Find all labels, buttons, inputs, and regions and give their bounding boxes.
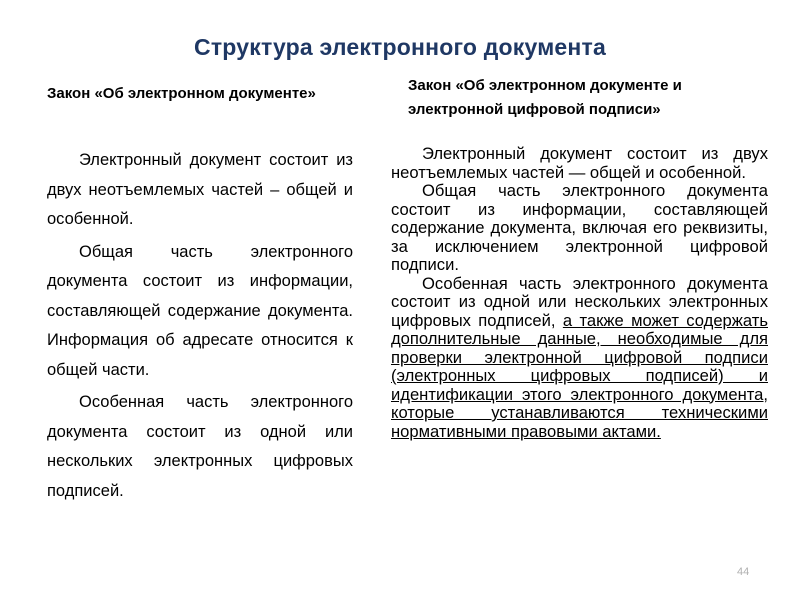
- left-column-heading: Закон «Об электронном документе»: [47, 85, 316, 102]
- right-column-heading: Закон «Об электронном документе и электронной цифровой подписи»: [408, 77, 682, 118]
- slide-title: Структура электронного документа: [194, 34, 606, 60]
- right-paragraph: Электронный документ состоит из двух неотъемлемых частей — общей и особенной.: [391, 144, 768, 182]
- right-column-text: [391, 145, 768, 441]
- left-paragraph: Особенная часть электронного документа состоит из одной или нескольких электронных цифровых подписей.: [47, 393, 353, 500]
- right-paragraph-underlined-text: а также может содержать дополнительные данные, необходимые для проверки электронной цифровой подписи (электронных цифровых подписей) и идентификации этого электронного документа, которые устанавливаются техническими нормативными правовыми актами.: [391, 310, 768, 441]
- right-paragraph: [391, 275, 768, 442]
- left-paragraph: Электронный документ состоит из двух неотъемлемых частей – общей и особенной.: [47, 151, 353, 228]
- page-number: 44: [737, 566, 750, 578]
- left-paragraph: Общая часть электронного документа состоит из информации, составляющей содержание документа. Информация об адресате относится к общей части.: [47, 242, 353, 379]
- left-column-text: [47, 146, 353, 509]
- right-paragraph: Общая часть электронного документа состоит из информации, составляющей содержание документа, включая его реквизиты, за исключением электронной цифровой подписи.: [391, 181, 768, 274]
- right-paragraph-plain-text: Особенная часть электронного документа состоит из одной или нескольких электронных цифровых подписей,: [391, 273, 768, 330]
